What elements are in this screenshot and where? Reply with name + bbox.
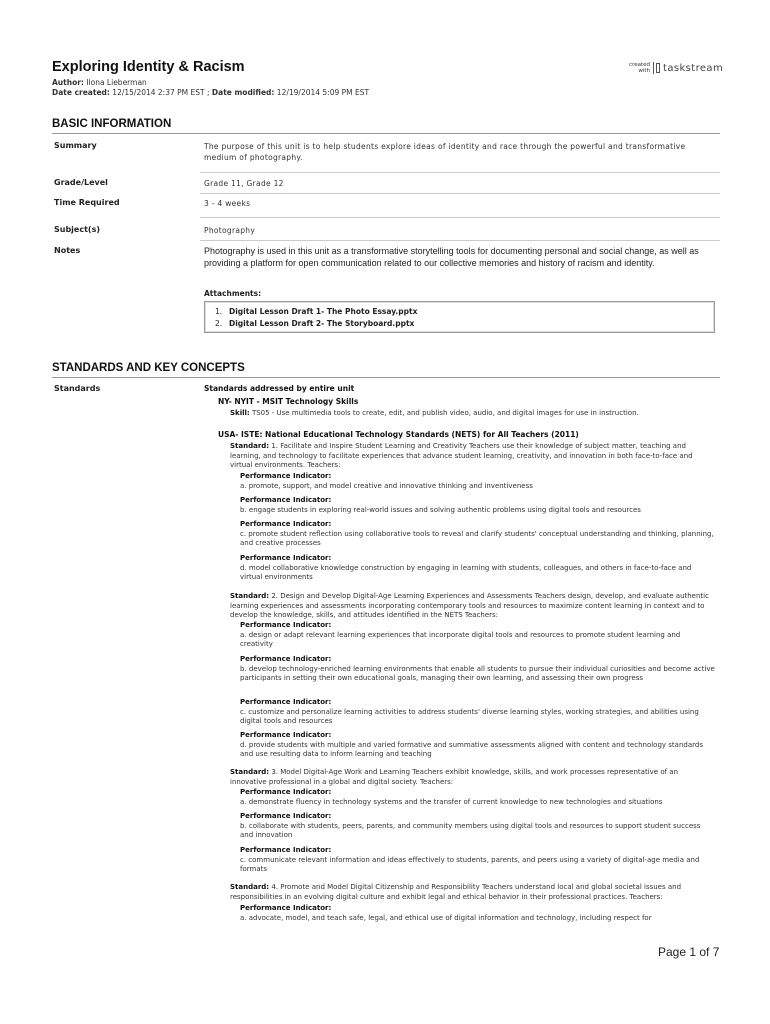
indicator-item: Performance Indicator: c. communicate relevant information and ideas effectively to students, parents, and peers using a variety of digital-age media and formats (240, 846, 700, 873)
attachments-list (204, 301, 715, 333)
notes-label: Notes (54, 246, 81, 255)
author-name: Ilona Lieberman (86, 78, 147, 87)
attachments-label: Attachments: (204, 289, 262, 298)
modified-date: 12/19/2014 5:09 PM EST (276, 87, 370, 97)
author-label: Author: (52, 78, 84, 87)
notes-value: Photography is used in this unit as a transformative storytelling tools for documenting personal and social change, as well as providing a platform for open communication related to our collective memories and history of racism and identity. (204, 246, 699, 268)
indicator-item: Performance Indicator: a. advocate, model, and teach safe, legal, and ethical use of digital information and technology, including respect for (240, 904, 652, 922)
standards-label: Standards (54, 384, 101, 393)
time-value: 3 - 4 weeks (204, 199, 251, 208)
logo-box-icon (656, 63, 660, 73)
indicator-item: Performance Indicator: a. promote, support, and model creative and innovative thinking and inventiveness (240, 472, 533, 490)
row-divider (200, 240, 720, 241)
subject-value: Photography (204, 226, 256, 235)
standard-item: Standard: 3. Model Digital-Age Work and Learning Teachers exhibit knowledge, skills, and work processes representative of an innovative professional in a global and digital society. Teachers: (230, 768, 679, 786)
standard-item: Standard: 4. Promote and Model Digital Citizenship and Responsibility Teachers understand local and global societal issues and responsibilities in an evolving digital culture and exhibit legal and ethical behavior in their professional practices. Teachers: (230, 883, 682, 901)
standard-item: Standard: 1. Facilitate and Inspire Student Learning and Creativity Teachers use their knowledge of subject matter, teaching and learning, and technology to facilitate experiences that advance student learning, creativity, and innovation in both face-to-face and virtual environments. Teachers: (230, 442, 693, 469)
indicator-item: Performance Indicator: b. develop technology-enriched learning environments that enable all students to pursue their individual curiosities and become active participants in setting their own educational goals, managing their own learning, and assessing their own progress (240, 655, 715, 682)
row-divider (200, 217, 720, 218)
ny-standard-title: NY- NYIT - MSIT Technology Skills (218, 397, 359, 406)
logo-name: taskstream (663, 62, 724, 74)
logo-created-with: created with (629, 62, 650, 74)
attachment-link[interactable]: Digital Lesson Draft 2- The Storyboard.pptx (229, 319, 415, 328)
grade-label: Grade/Level (54, 178, 108, 187)
indicator-item: Performance Indicator: c. customize and personalize learning activities to address students' diverse learning styles, working strategies, and abilities using digital tools and resources (240, 698, 699, 725)
indicator-item: Performance Indicator: a. demonstrate fluency in technology systems and the transfer of current knowledge to new technologies and situations (240, 788, 663, 806)
indicator-item: Performance Indicator: c. promote student reflection using collaborative tools to reveal and clarify students' conceptual understanding and thinking, planning, and creative processes (240, 520, 714, 547)
indicator-item: Performance Indicator: b. engage students in exploring real-world issues and solving authentic problems using digital tools and resources (240, 496, 641, 514)
standards-addressed: Standards addressed by entire unit (204, 384, 355, 393)
indicator-item: Performance Indicator: d. provide students with multiple and varied formative and summative assessments aligned with content and technology standards and use resulting data to inform learning and teaching (240, 731, 703, 758)
attachment-item[interactable]: 1. Digital Lesson Draft 1- The Photo Essay.pptx (215, 307, 418, 316)
row-divider (200, 172, 720, 173)
logo-mark-icon (653, 62, 654, 74)
summary-value: The purpose of this unit is to help students explore ideas of identity and race through the powerful and transformative medium of photography. (204, 142, 686, 162)
indicator-item: Performance Indicator: b. collaborate with students, peers, parents, and community members using digital tools and resources to support student success and innovation (240, 812, 701, 839)
indicator-item: Performance Indicator: d. model collaborative knowledge construction by engaging in learning with students, colleagues, and others in face-to-face and virtual environments (240, 554, 692, 581)
summary-label: Summary (54, 141, 97, 150)
page-number: Page 1 of 7 (658, 945, 720, 959)
attachment-link[interactable]: Digital Lesson Draft 1- The Photo Essay.pptx (229, 307, 418, 316)
attachment-item[interactable]: 2. Digital Lesson Draft 2- The Storyboard.pptx (215, 319, 415, 328)
taskstream-logo (626, 62, 723, 74)
grade-value: Grade 11, Grade 12 (204, 179, 284, 188)
basic-info-divider (52, 133, 720, 134)
indicator-item: Performance Indicator: a. design or adapt relevant learning experiences that incorporate digital tools and resources to promote student learning and creativity (240, 621, 681, 648)
standards-heading: STANDARDS AND KEY CONCEPTS (52, 362, 245, 374)
standard-item: Standard: 2. Design and Develop Digital-Age Learning Experiences and Assessments Teachers design, develop, and evaluate authentic learning experiences and assessments incorporating contemporary tools and resources to maximize content learning in context and to develop the knowledge, skills, and attitudes identified in the NETS Teachers: (230, 592, 709, 619)
modified-label: Date modified: (211, 87, 275, 97)
row-divider (200, 193, 720, 194)
basic-info-heading: BASIC INFORMATION (52, 118, 172, 130)
document-meta (52, 78, 369, 97)
skill-text: TS05 - Use multimedia tools to create, edit, and publish video, audio, and digital images for use in instruction. (251, 409, 639, 417)
skill-label: Skill: (230, 409, 250, 417)
usa-standard-title: USA- ISTE: National Educational Technology Standards (NETS) for All Teachers (2011) (218, 430, 579, 439)
document-title: Exploring Identity & Racism (52, 59, 245, 75)
skill-line (230, 409, 720, 419)
standards-divider (52, 377, 720, 378)
time-label: Time Required (54, 198, 120, 207)
created-label: Date created: (52, 87, 110, 97)
created-date: 12/15/2014 2:37 PM EST ; (112, 87, 210, 97)
subject-label: Subject(s) (54, 225, 100, 234)
